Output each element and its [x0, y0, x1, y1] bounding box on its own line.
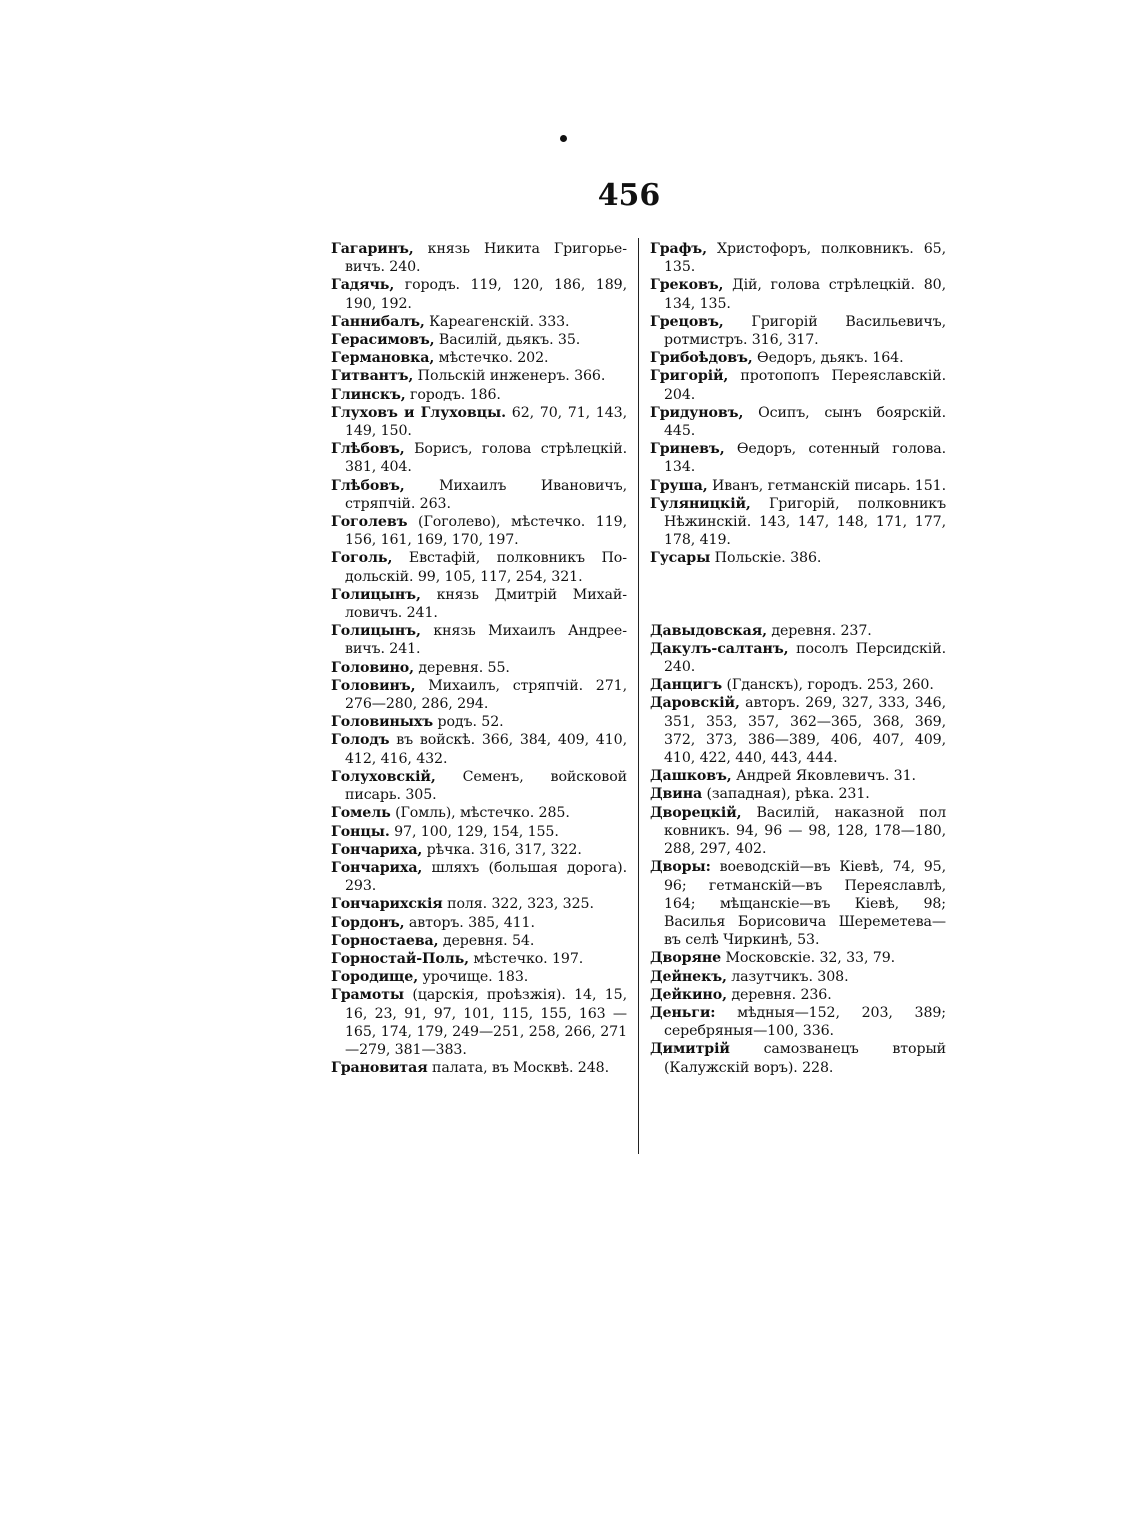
entry-headword: Григорій, [650, 368, 729, 385]
entry-headword: Голуховскій, [331, 768, 436, 785]
entry-text: князь Дмитрій Михайловичъ. 241. [345, 586, 627, 622]
entry-headword: Глуховъ и Глуховцы. [331, 404, 507, 421]
entry-headword: Голицынъ, [331, 623, 421, 640]
entry-text: (Гомль), мѣстечко. 285. [390, 805, 570, 822]
index-entry [331, 477, 627, 513]
index-entry [650, 349, 946, 367]
index-entry [650, 240, 946, 276]
index-entry [650, 495, 946, 550]
index-entry [650, 968, 946, 986]
ink-dot [560, 135, 567, 142]
index-entry [331, 276, 627, 312]
entry-text: Борисъ, голова стрѣлецкій. 381, 404. [345, 441, 627, 476]
entry-text: (Гданскъ), городъ. 253, 260. [722, 677, 934, 694]
entry-text: Дій, голова стрѣлецкій. 80, 134, 135. [664, 277, 946, 312]
index-entry [331, 549, 627, 585]
index-entry [331, 622, 627, 658]
entry-headword: Гоголевъ [331, 514, 408, 531]
entry-headword: Горностаева, [331, 932, 439, 949]
entry-headword: Димитрій [650, 1041, 730, 1058]
entry-text: (Гоголево), мѣстечко. 119, 156, 161, 169, 170, 197. [345, 514, 627, 549]
index-entry [331, 932, 627, 950]
entry-text: мѣдныя—152, 203, 389; серебряныя—100, 336. [664, 1004, 946, 1040]
entry-headword: Данцигъ [650, 677, 723, 694]
entry-headword: Головинъ, [331, 677, 416, 694]
entry-text: Михаилъ Ивановичъ, стряпчій. 263. [345, 477, 627, 512]
index-column-right [650, 240, 946, 1077]
entry-text: поля. 322, 323, 325. [442, 896, 594, 913]
entry-headword: Дворяне [650, 950, 722, 967]
index-entry [650, 694, 946, 767]
entry-headword: Гонцы. [331, 823, 390, 840]
entry-headword: Гусары [650, 550, 711, 567]
entry-text: мѣстечко. 197. [469, 950, 584, 967]
index-entry [650, 313, 946, 349]
entry-headword: Дакулъ-салтанъ, [650, 640, 789, 657]
index-entry [331, 768, 627, 804]
entry-text: рѣчка. 316, 317, 322. [422, 841, 582, 858]
entry-text: деревня. 236. [726, 986, 832, 1003]
entry-headword: Дейнекъ, [650, 968, 727, 985]
entry-headword: Глинскъ, [331, 386, 406, 403]
entry-text: Василій, дьякъ. 35. [434, 332, 581, 349]
entry-text: (западная), рѣка. 231. [702, 786, 870, 803]
entry-headword: Германовка, [331, 350, 435, 367]
index-entry [331, 404, 627, 440]
entry-headword: Грековъ, [650, 277, 724, 294]
entry-headword: Грецовъ, [650, 313, 724, 330]
index-entry [331, 968, 627, 986]
entry-headword: Гриневъ, [650, 441, 725, 458]
index-entry [331, 914, 627, 932]
index-entry [331, 513, 627, 549]
section-gap [650, 568, 946, 622]
index-entry [331, 331, 627, 349]
entry-text: урочище. 183. [418, 969, 529, 986]
entry-headword: Дейкино, [650, 986, 727, 1003]
index-entry [331, 1059, 627, 1077]
entry-headword: Дашковъ, [650, 768, 732, 785]
index-entry [650, 276, 946, 312]
entry-headword: Деньги: [650, 1004, 716, 1021]
entry-headword: Горностай-Поль, [331, 950, 469, 967]
entry-text: деревня. 54. [438, 932, 535, 949]
entry-text: Осипъ, сынъ боярскій. 445. [664, 404, 946, 440]
entry-headword: Гитвантъ, [331, 368, 414, 385]
entry-text: самозванецъ вторый (Калужскій воръ). 228. [664, 1041, 946, 1076]
index-entry [331, 440, 627, 476]
entry-headword: Головино, [331, 659, 414, 676]
index-entry [650, 440, 946, 476]
page-number: 456 [597, 178, 661, 213]
index-entry [331, 586, 627, 622]
entry-headword: Гуляницкій, [650, 495, 751, 512]
entry-headword: Ганнибалъ, [331, 313, 425, 330]
index-entry [650, 676, 946, 694]
index-entry [650, 404, 946, 440]
entry-headword: Грамоты [331, 987, 405, 1004]
entry-headword: Дворецкій, [650, 804, 742, 821]
entry-headword: Даровскій, [650, 695, 740, 712]
entry-headword: Герасимовъ, [331, 332, 435, 349]
index-entry [650, 986, 946, 1004]
entry-text: Польскій инженеръ. 366. [413, 368, 606, 385]
entry-text: посолъ Персидскій. 240. [664, 640, 946, 676]
index-column-left [331, 240, 627, 1077]
index-entry [331, 950, 627, 968]
entry-headword: Давыдовская, [650, 622, 767, 639]
entry-text: лазутчикъ. 308. [726, 968, 849, 985]
entry-text: воеводскій—въ Кіевѣ, 74, 95, 96; гетманскій—въ Переяславлѣ, 164; мѣщанскіе—въ Кіевѣ, 98; Василья Борисовича Шереметева—въ селѣ Чиркинѣ, 53. [664, 859, 946, 949]
index-entry [650, 367, 946, 403]
entry-headword: Гадячь, [331, 277, 395, 294]
entry-text: городъ. 186. [405, 386, 501, 403]
entry-text: городъ. 119, 120, 186, 189, 190, 192. [345, 277, 627, 312]
entry-text: деревня. 55. [414, 659, 510, 676]
entry-headword: Гончариха, [331, 859, 423, 876]
entry-text: Василій, наказной пол ковникъ. 94, 96 — 98, 128, 178—180, 288, 297, 402. [664, 804, 946, 858]
entry-headword: Глѣбовъ, [331, 477, 405, 494]
index-entry [650, 640, 946, 676]
index-entry [331, 859, 627, 895]
entry-text: Григорій Васильевичъ, ротмистръ. 316, 317. [664, 313, 946, 349]
entry-headword: Грановитая [331, 1060, 428, 1077]
entry-text: Польскіе. 386. [710, 550, 822, 567]
entry-headword: Грибоѣдовъ, [650, 350, 753, 367]
entry-headword: Графъ, [650, 241, 707, 257]
entry-text: деревня. 237. [766, 622, 872, 639]
entry-headword: Глѣбовъ, [331, 441, 405, 458]
entry-headword: Гридуновъ, [650, 404, 744, 421]
entry-text: Ѳедоръ, дьякъ. 164. [752, 350, 904, 367]
entry-text: Семенъ, войсковой писарь. 305. [345, 768, 627, 804]
entry-headword: Городище, [331, 969, 419, 986]
entry-text: въ войскѣ. 366, 384, 409, 410, 412, 416, 432. [345, 732, 627, 767]
index-entry [331, 313, 627, 331]
entry-text: шляхъ (большая дорога). 293. [345, 859, 627, 895]
entry-text: Григорій, полковникъ Нѣжинскій. 143, 147, 148, 171, 177, 178, 419. [664, 495, 946, 549]
index-entry [331, 986, 627, 1059]
index-entry [650, 858, 946, 949]
entry-headword: Дворы: [650, 859, 711, 876]
entry-headword: Головиныхъ [331, 714, 434, 731]
index-entry [331, 731, 627, 767]
index-entry [331, 367, 627, 385]
entry-headword: Голицынъ, [331, 586, 421, 603]
entry-headword: Гомель [331, 805, 391, 822]
index-entry [331, 841, 627, 859]
entry-text: родъ. 52. [433, 714, 504, 731]
entry-text: 62, 70, 71, 143, 149, 150. [345, 404, 627, 440]
index-entry [650, 949, 946, 967]
index-entry [650, 767, 946, 785]
index-section-d [650, 622, 946, 1077]
index-entry [331, 349, 627, 367]
index-entry [650, 1004, 946, 1040]
index-entry [650, 622, 946, 640]
index-entry [331, 240, 627, 276]
entry-text: Кареагенскій. 333. [424, 313, 570, 330]
entry-text: палата, въ Москвѣ. 248. [427, 1060, 609, 1077]
entry-text: Иванъ, гетманскій писарь. 151. [707, 477, 946, 494]
entry-text: авторъ. 269, 327, 333, 346, 351, 353, 357, 362—365, 368, 369, 372, 373, 386—389, 406, 407, 409, 410, 422, 440, 443, 444. [664, 695, 946, 767]
entry-headword: Двина [650, 786, 703, 803]
entry-headword: Голодъ [331, 732, 390, 749]
entry-text: Ѳедоръ, сотенный голова. 134. [664, 441, 946, 476]
entry-headword: Гоголь, [331, 550, 393, 567]
index-entry [650, 785, 946, 803]
entry-text: князь Никита Григорьевичъ. 240. [345, 241, 627, 276]
index-entry [331, 804, 627, 822]
index-section-g [650, 240, 946, 568]
entry-headword: Груша, [650, 477, 708, 494]
entry-text: Христофоръ, полковникъ. 65, 135. [664, 241, 946, 276]
index-entry [331, 823, 627, 841]
entry-text: протопопъ Переяславскій. 204. [664, 368, 946, 403]
entry-text: (царскія, проѣзжія). 14, 15, 16, 23, 91, 97, 101, 115, 155, 163 — 165, 174, 179, 249—251, 258, 266, 271—279, 381—383. [345, 987, 627, 1058]
index-entry [650, 477, 946, 495]
index-entry [650, 1040, 946, 1076]
entry-text: 97, 100, 129, 154, 155. [389, 823, 559, 840]
column-divider [638, 238, 639, 1154]
entry-text: авторъ. 385, 411. [404, 914, 535, 931]
index-entry [331, 386, 627, 404]
index-entry [331, 677, 627, 713]
index-entry [331, 659, 627, 677]
entry-text: князь Михаилъ Андреевичъ. 241. [345, 623, 627, 658]
entry-text: Михаилъ, стряпчій. 271, 276—280, 286, 294. [345, 677, 627, 713]
entry-headword: Гончарихскія [331, 896, 443, 913]
index-entry [650, 804, 946, 859]
index-entry [331, 895, 627, 913]
entry-headword: Гагаринъ, [331, 241, 414, 257]
entry-text: мѣстечко. 202. [434, 350, 549, 367]
entry-text: Андрей Яковлевичъ. 31. [731, 768, 916, 785]
index-entry [650, 549, 946, 567]
entry-text: Евстафій, полковникъ Подольскій. 99, 105, 117, 254, 321. [345, 550, 627, 585]
entry-text: Московскіе. 32, 33, 79. [721, 950, 896, 967]
index-entry [331, 713, 627, 731]
entry-headword: Гончариха, [331, 841, 423, 858]
entry-headword: Гордонъ, [331, 914, 405, 931]
